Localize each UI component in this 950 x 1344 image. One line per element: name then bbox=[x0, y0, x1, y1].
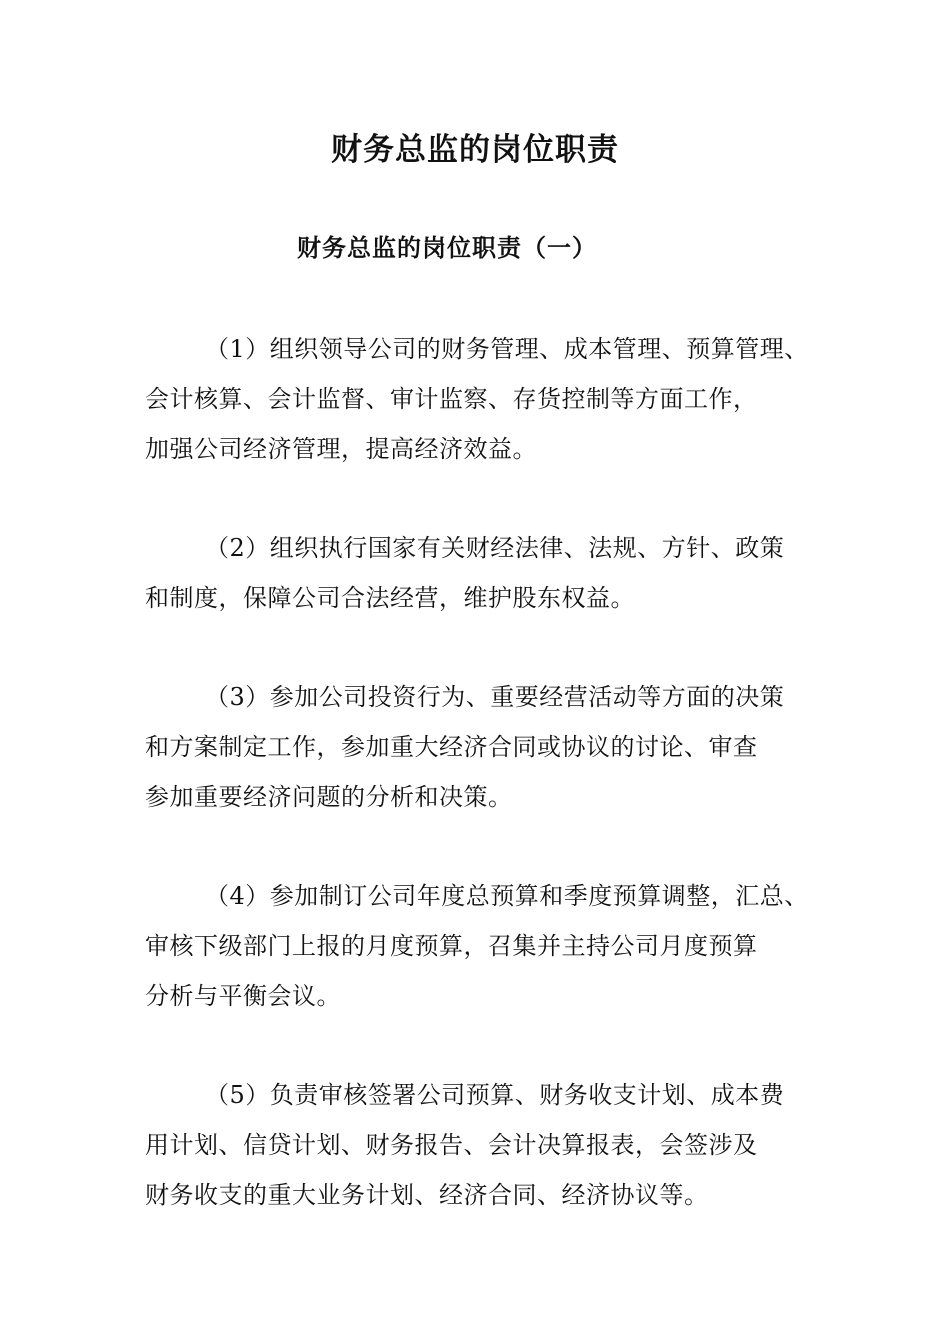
paragraph-line: （2）组织执行国家有关财经法律、法规、方针、政策 bbox=[205, 534, 785, 562]
paragraph-3 bbox=[145, 672, 845, 822]
paragraph-line: 加强公司经济管理，提高经济效益。 bbox=[145, 435, 537, 463]
paragraph-line: 和方案制定工作，参加重大经济合同或协议的讨论、审查 bbox=[145, 733, 758, 761]
paragraph-4 bbox=[145, 871, 845, 1021]
paragraph-line: 和制度，保障公司合法经营，维护股东权益。 bbox=[145, 584, 635, 612]
paragraph-line: 用计划、信贷计划、财务报告、会计决算报表，会签涉及 bbox=[145, 1131, 758, 1159]
document-title: 财务总监的岗位职责 bbox=[331, 132, 619, 168]
paragraph-line: （5）负责审核签署公司预算、财务收支计划、成本费 bbox=[205, 1081, 785, 1109]
paragraph-line: 财务收支的重大业务计划、经济合同、经济协议等。 bbox=[145, 1181, 709, 1209]
paragraph-line: （1）组织领导公司的财务管理、成本管理、预算管理、 bbox=[205, 335, 809, 363]
paragraph-line: （4）参加制订公司年度总预算和季度预算调整，汇总、 bbox=[205, 882, 809, 910]
paragraph-line: 分析与平衡会议。 bbox=[145, 982, 341, 1010]
paragraph-2 bbox=[145, 523, 845, 623]
paragraph-line: 参加重要经济问题的分析和决策。 bbox=[145, 783, 513, 811]
paragraph-line: （3）参加公司投资行为、重要经营活动等方面的决策 bbox=[205, 683, 785, 711]
document-subtitle: 财务总监的岗位职责（一） bbox=[297, 233, 597, 262]
paragraph-1 bbox=[145, 324, 845, 474]
paragraph-line: 会计核算、会计监督、审计监察、存货控制等方面工作， bbox=[145, 385, 758, 413]
paragraph-line: 审核下级部门上报的月度预算，召集并主持公司月度预算 bbox=[145, 932, 758, 960]
paragraph-5 bbox=[145, 1070, 845, 1220]
